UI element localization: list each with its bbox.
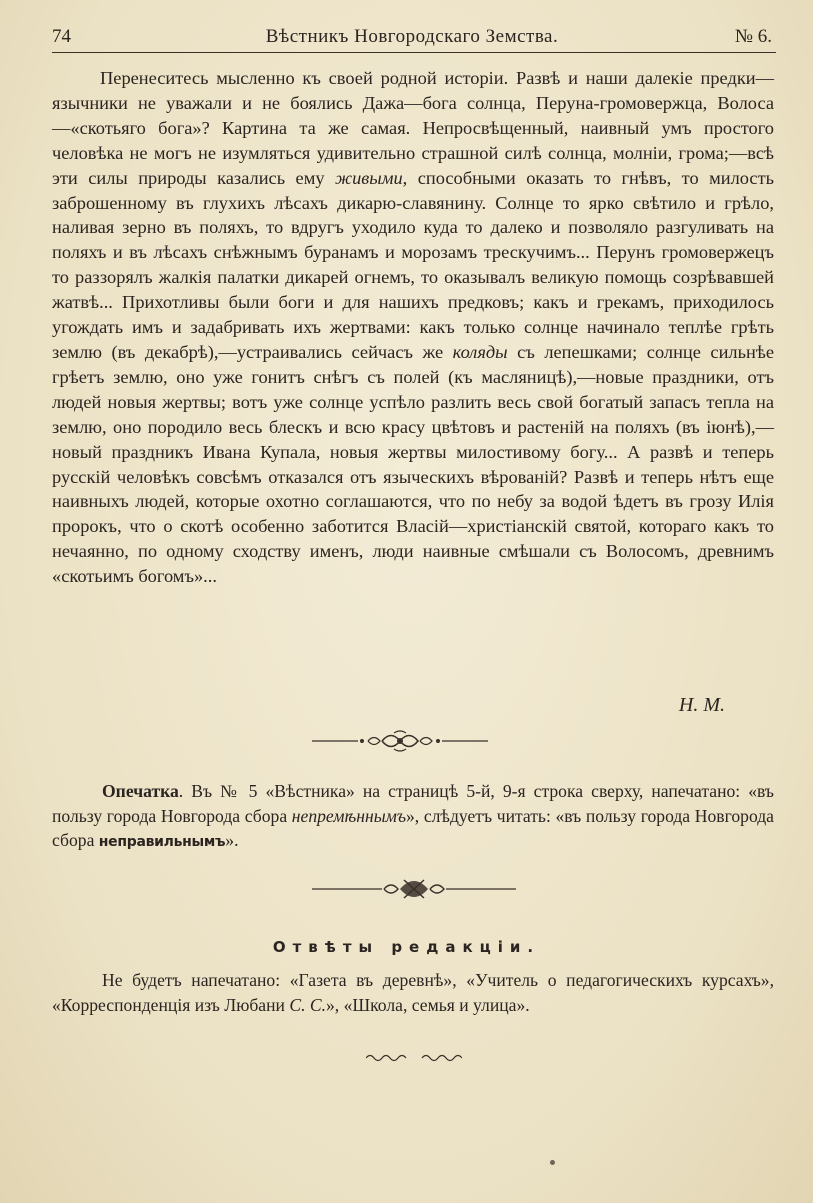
answers-body: [52, 968, 774, 1017]
running-header: [52, 26, 772, 52]
article-text-2: , способными оказать то гнѣвъ, то милость заброшенному въ глухихъ лѣсахъ дикарю-славянину. Солнце то ярко свѣтило и грѣло, наливая зерно въ поляхъ, то вдругъ уходило куда то далеко и позволяло разгуливать на поляхъ и въ лѣсахъ снѣжнымъ буранамъ и морозамъ трескучимъ... Перунъ громовержецъ то раззорялъ жалкія палатки дикарей огнемъ, то оказывалъ великую помощь созрѣвавшей жатвѣ... Прихотливы были боги и для нашихъ предковъ; какъ и грекамъ, приходилось угождать имъ и задабривать ихъ жертвами: какъ только солнце начинало теплѣе грѣть землю (въ декабрѣ),—устраивались сейчасъ же: [52, 167, 774, 362]
paper-speck: [550, 1160, 555, 1165]
answers-text-2: », «Школа, семья и улица».: [326, 994, 530, 1015]
author-signature: Н. М.: [678, 694, 725, 716]
errata-note: [52, 779, 774, 855]
issue-number: № 6.: [734, 26, 772, 47]
answers-initials: С. С.: [289, 994, 326, 1015]
errata-text-2: », слѣдуетъ читать: «въ пользу города Новгорода сбора: [52, 805, 774, 850]
ornament-divider-icon: [312, 874, 516, 904]
errata-wrong-word: непремѣннымъ: [291, 805, 406, 826]
answers-text-1: Не будетъ напечатано: «Газета въ деревнѣ», «Учитель о педагогическихъ курсахъ», «Корреспонденція изъ Любани: [52, 970, 774, 1015]
errata-text-3: ».: [225, 830, 239, 850]
errata-text-1: . Въ № 5 «Вѣстника» на страницѣ 5-й, 9-я строка сверху, напечатано: «въ пользу города Новгорода сбора: [52, 781, 774, 826]
article-body: [52, 66, 774, 589]
errata-label: Опечатка: [102, 781, 179, 801]
errata-correct-word: неправильнымъ: [98, 834, 226, 850]
article-text-3: съ лепешками; солнце сильнѣе грѣетъ землю, оно уже гонитъ снѣгъ съ полей (къ масляницѣ),—новые праздники, отъ людей новыя жертвы; вотъ уже солнце успѣло разлить весь свой богатый запасъ тепла на землю, оно породило весь блескъ и всю красу цвѣтовъ и растеній на поляхъ (въ іюнѣ),—новый праздникъ Ивана Купала, новыя жертвы милостивому богу... А развѣ и теперь русскій человѣкъ совсѣмъ отказался отъ языческихъ вѣрованій? Развѣ и теперь нѣтъ еще наивныхъ людей, которые охотно соглашаются, что по небу за водой ѣдетъ въ грозу Илія пророкъ, что о скотѣ особенно заботится Власій—христіанскій святой, котораго какъ то нечаянно, по одному сходству именъ, люди наивные смѣшали съ Волосомъ, древнимъ «скотьимъ богомъ»...: [52, 341, 774, 587]
header-rule: [52, 52, 776, 53]
page-number: 74: [52, 26, 71, 47]
journal-title: Вѣстникъ Новгородскаго Земства.: [265, 26, 559, 47]
section-title-answers: Отвѣты редакціи.: [272, 938, 541, 956]
article-emphasis-1: живыми: [335, 167, 403, 188]
ornament-divider-icon: [312, 728, 488, 754]
article-emphasis-2: коляды: [452, 341, 508, 362]
article-text-1: Перенеситесь мысленно къ своей родной исторіи. Развѣ и наши далекіе предки—язычники не уважали и не боялись Дажа—бога солнца, Перуна-громовержца, Волоса—«скотьяго бога»? Картина та же самая. Непросвѣщенный, наивный умъ простого человѣка не могъ не изумляться удивительно страшной силѣ солнца, молніи, грома;—всѣ эти силы природы казались ему: [52, 68, 774, 188]
wavy-divider-icon: [366, 1052, 462, 1064]
